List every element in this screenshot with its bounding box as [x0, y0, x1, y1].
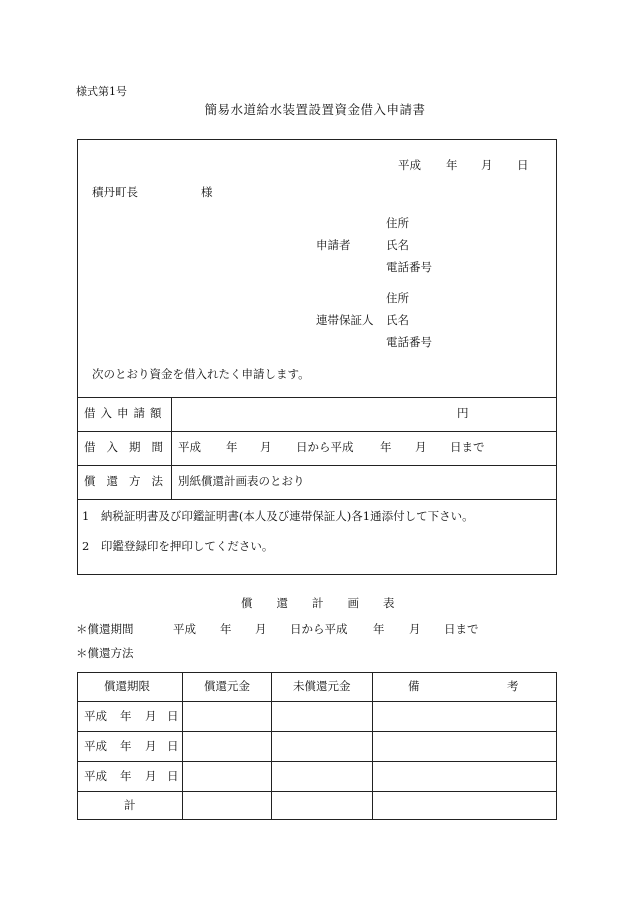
addressee-honorific: 様 — [201, 185, 213, 199]
schedule-col-divider — [182, 672, 183, 820]
row-month: 月 — [145, 739, 157, 753]
row-month: 月 — [145, 769, 157, 783]
loan-amount-unit: 円 — [457, 406, 469, 420]
period-year: 年 — [226, 440, 238, 454]
row-year: 年 — [120, 739, 132, 753]
note-seal: 2 印鑑登録印を押印してください。 — [82, 539, 274, 553]
row-month: 月 — [145, 709, 157, 723]
row-divider — [77, 465, 557, 466]
schedule-col-divider — [372, 672, 373, 820]
period-month: 月 — [260, 440, 272, 454]
repayment-method-label: 償還方法 — [84, 474, 174, 488]
row-era: 平成 — [84, 769, 107, 783]
guarantor-role: 連帯保証人 — [316, 313, 374, 327]
repayment-method-value: 別紙償還計画表のとおり — [178, 474, 305, 488]
period-era: 平成 — [178, 440, 201, 454]
applicant-phone-label: 電話番号 — [386, 260, 432, 274]
period-year-end: 年 — [380, 440, 392, 454]
schedule-row-divider — [77, 761, 557, 762]
applicant-role: 申請者 — [316, 238, 351, 252]
application-statement: 次のとおり資金を借入れたく申請します。 — [92, 367, 310, 381]
form-number: 様式第1号 — [76, 85, 127, 98]
loan-amount-label: 借入申請額 — [84, 406, 167, 420]
period-month-end: 月 — [415, 440, 427, 454]
date-day: 日 — [517, 158, 529, 172]
applicant-name-label: 氏名 — [386, 238, 409, 252]
col-header-remarks-1: 備 — [408, 679, 420, 693]
schedule-title: 償還計画表 — [241, 596, 419, 610]
guarantor-name-label: 氏名 — [386, 313, 409, 327]
date-era: 平成 — [398, 158, 421, 172]
sched-month-end: 月 — [409, 622, 421, 636]
guarantor-phone-label: 電話番号 — [386, 335, 432, 349]
applicant-address-label: 住所 — [386, 216, 409, 230]
sched-day-end: 日まで — [444, 622, 479, 636]
sched-month: 月 — [255, 622, 267, 636]
date-year: 年 — [446, 158, 458, 172]
schedule-row-divider — [77, 701, 557, 702]
sched-day-from: 日から平成 — [290, 622, 348, 636]
schedule-period-label: ＊償還期間 — [76, 622, 134, 636]
col-header-principal: 償還元金 — [204, 679, 250, 693]
sched-year-end: 年 — [373, 622, 385, 636]
row-era: 平成 — [84, 739, 107, 753]
row-divider — [77, 397, 557, 398]
schedule-method-label: ＊償還方法 — [76, 646, 134, 660]
row-day: 日 — [167, 709, 179, 723]
addressee-name: 積丹町長 — [92, 185, 138, 199]
col-header-deadline: 償還期限 — [104, 679, 150, 693]
col-header-remarks-2: 考 — [507, 679, 519, 693]
period-day-from: 日から平成 — [296, 440, 354, 454]
loan-period-label: 借入期間 — [84, 440, 174, 454]
period-day-end: 日まで — [450, 440, 485, 454]
total-label: 計 — [124, 798, 136, 812]
row-era: 平成 — [84, 709, 107, 723]
row-divider — [77, 499, 557, 500]
schedule-row-divider — [77, 731, 557, 732]
sched-era: 平成 — [173, 622, 196, 636]
row-day: 日 — [167, 739, 179, 753]
row-day: 日 — [167, 769, 179, 783]
row-year: 年 — [120, 709, 132, 723]
note-attachment: 1 納税証明書及び印鑑証明書(本人及び連帯保証人)各1通添付して下さい。 — [82, 509, 474, 523]
document-title: 簡易水道給水装置設置資金借入申請書 — [204, 102, 426, 117]
schedule-row-divider — [77, 791, 557, 792]
date-month: 月 — [481, 158, 493, 172]
sched-year: 年 — [220, 622, 232, 636]
row-year: 年 — [120, 769, 132, 783]
schedule-col-divider — [271, 672, 272, 820]
guarantor-address-label: 住所 — [386, 291, 409, 305]
col-header-unpaid-principal: 未償還元金 — [293, 679, 351, 693]
row-divider — [77, 431, 557, 432]
